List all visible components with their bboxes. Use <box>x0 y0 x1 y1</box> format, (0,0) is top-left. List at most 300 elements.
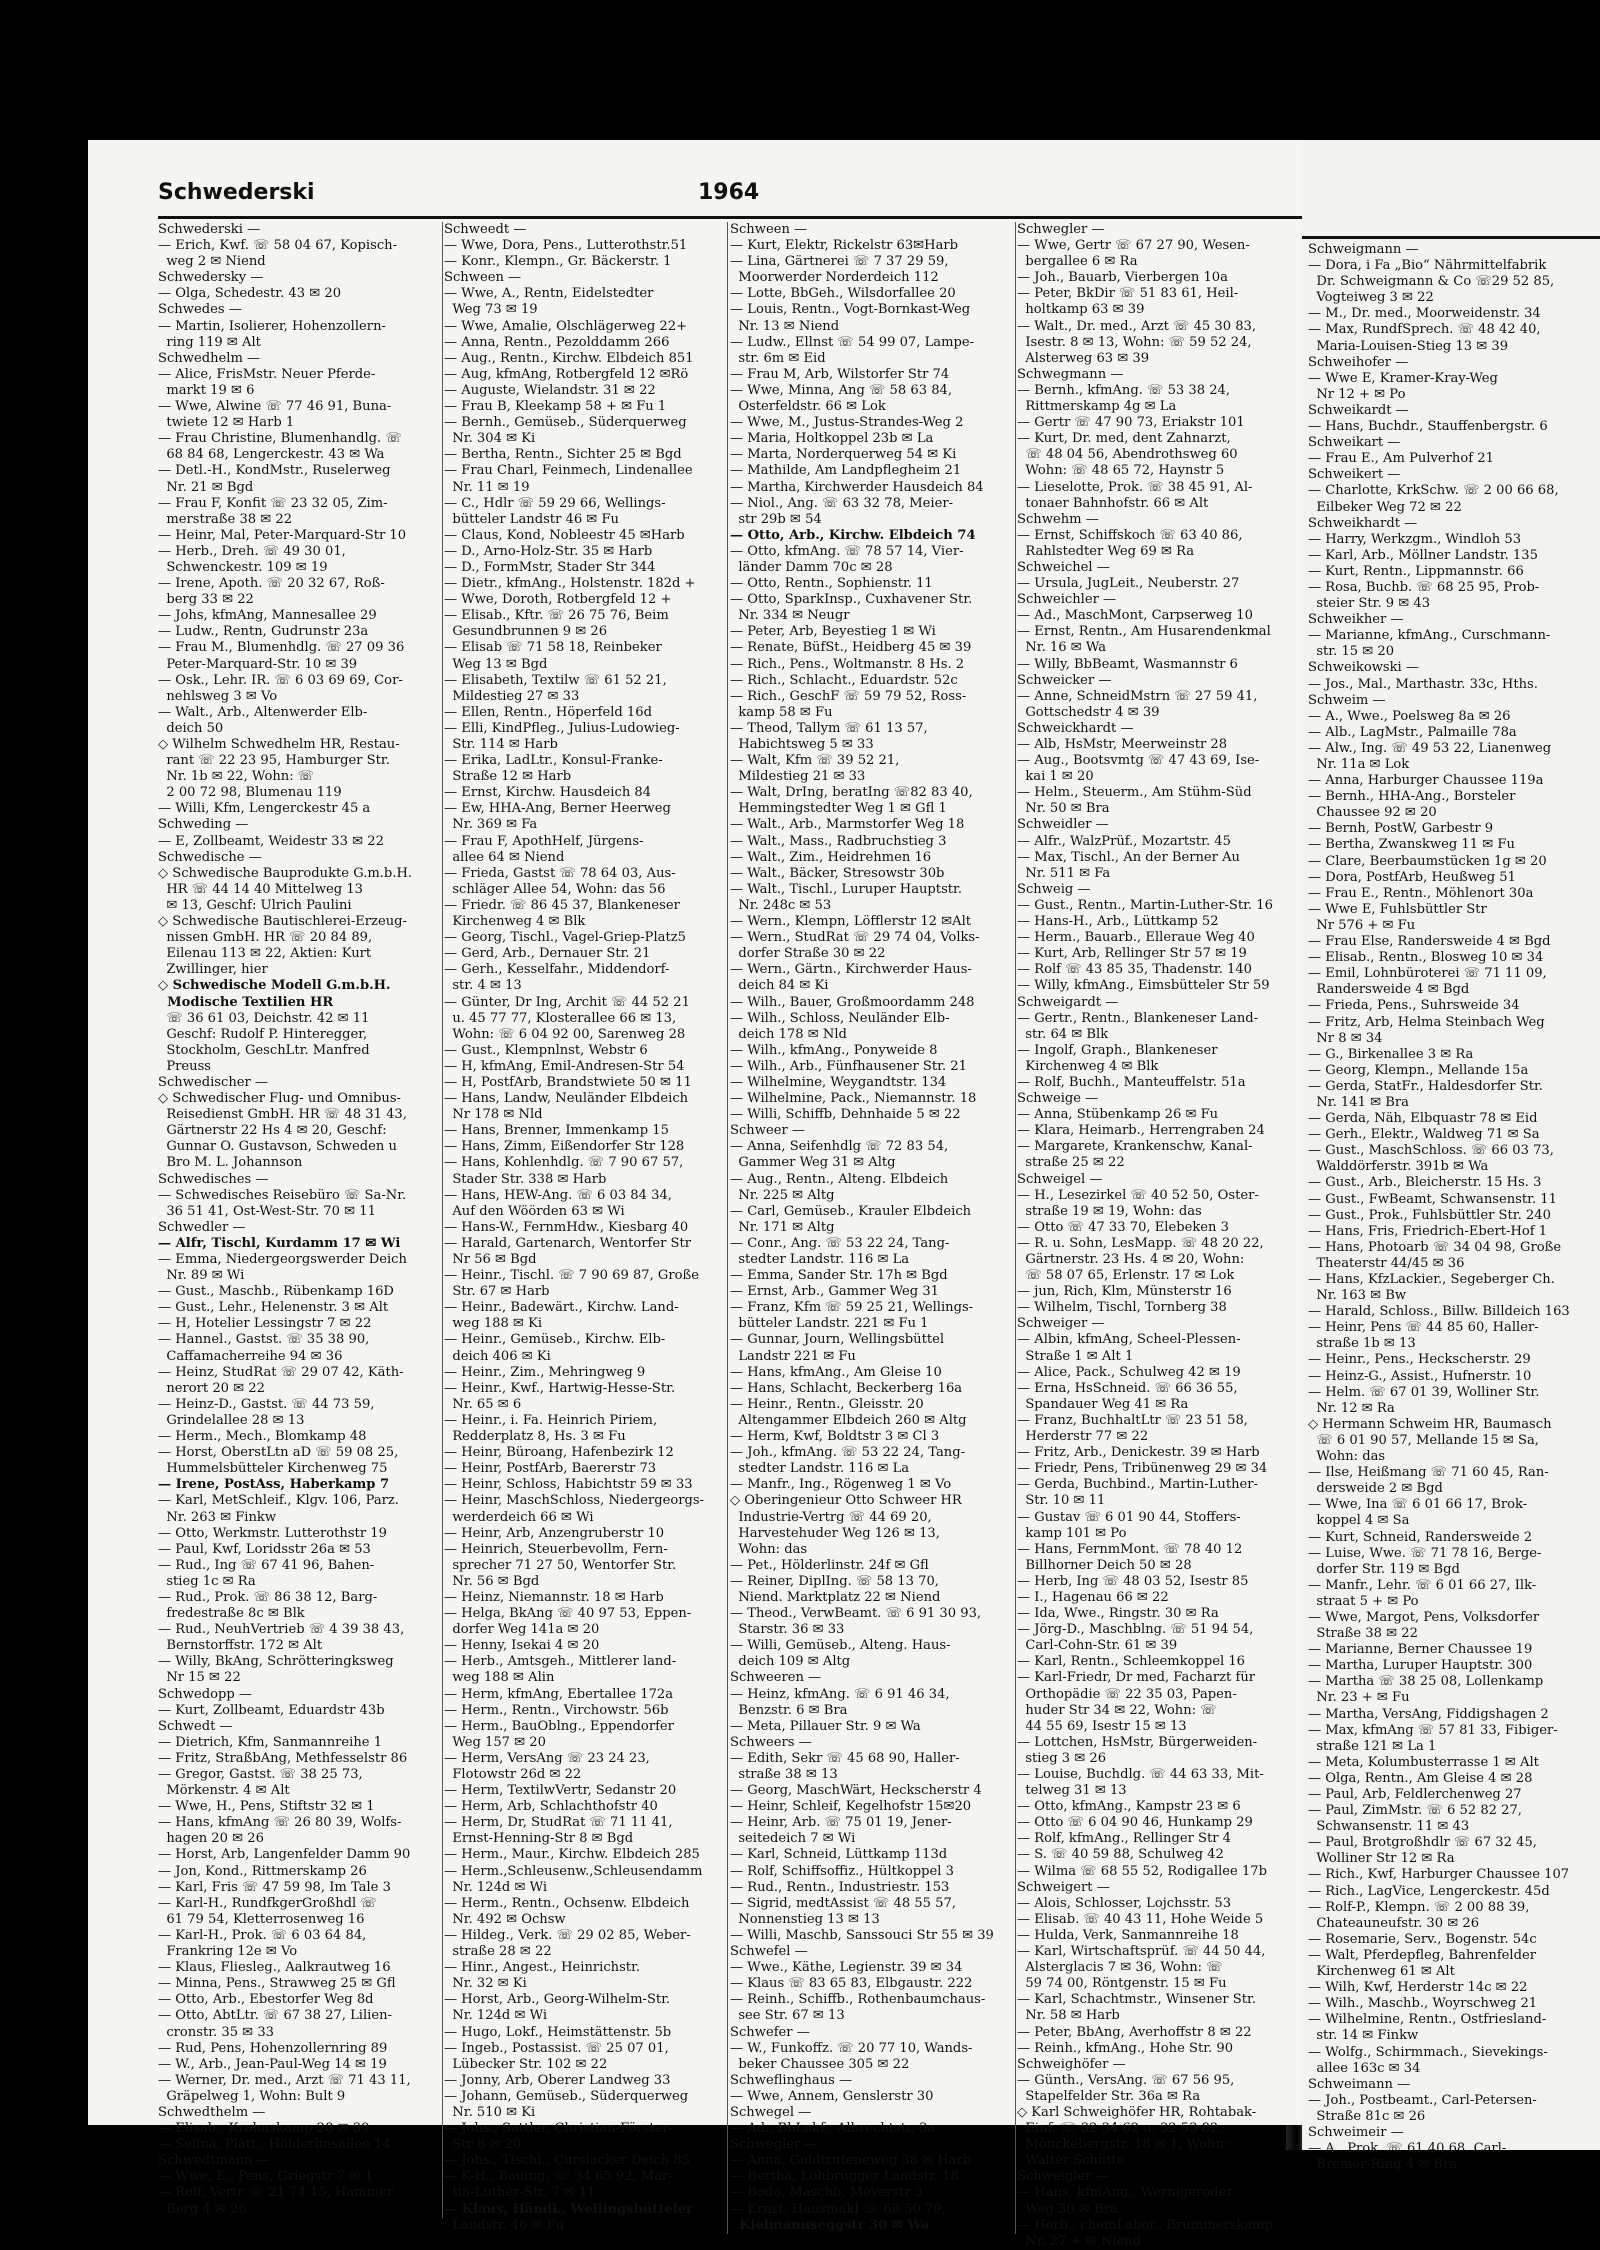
directory-entry-line: — Gust., Arb., Bleicherstr. 15 Hs. 3 <box>1308 1175 1542 1191</box>
directory-entry-line: — Heinr, Arb. ☏ 75 01 19, Jener- <box>730 1815 952 1831</box>
directory-entry-line: — Heinz-G., Assist., Hufnerstr. 10 <box>1308 1368 1532 1384</box>
directory-entry-line: merstraße 38 ✉ 22 <box>158 511 293 527</box>
directory-entry-line: ring 119 ✉ Alt <box>158 334 261 350</box>
directory-entry-line: — Dora, PostfArb, Heußweg 51 <box>1308 869 1516 885</box>
directory-entry-line: — Karl-H., RundfkgerGroßhdl ☏ <box>158 1895 377 1911</box>
directory-entry-line: — Wwe, Minna, Ang ☏ 58 63 84, <box>730 382 953 398</box>
directory-entry-line: — Walt., Mass., Radbruchstieg 3 <box>730 833 947 849</box>
surname-heading: Schweeren — <box>730 1670 822 1686</box>
directory-entry-line: Gunnar O. Gustavson, Schweden u <box>158 1139 397 1155</box>
directory-entry-line: — Willy, BkAng, Schrötteringksweg <box>158 1654 394 1670</box>
directory-entry-line: stieg 1c ✉ Ra <box>158 1573 256 1589</box>
directory-entry-line: Nr. 163 ✉ Bw <box>1308 1288 1407 1304</box>
directory-entry-line: Bro M. L. Johannson <box>158 1155 303 1171</box>
directory-entry-line: — Kurt, Zollbeamt, Eduardstr 43b <box>158 1702 385 1718</box>
surname-heading: Schwedthelm — <box>158 2104 266 2120</box>
directory-entry-line: — Gust., Maschb., Rübenkamp 16D <box>158 1284 394 1300</box>
directory-entry-line: Nr 56 ✉ Bgd <box>444 1252 537 1267</box>
directory-entry-line: stieg 3 ✉ 26 <box>1017 1750 1107 1766</box>
directory-entry-line: — I., Hagenau 66 ✉ 22 <box>1017 1589 1169 1605</box>
directory-entry-line: — Jörg-D., Maschblng. ☏ 51 94 54, <box>1017 1622 1254 1638</box>
directory-entry-line: — Olga, Schedestr. 43 ✉ 20 <box>158 286 342 302</box>
directory-entry-line: — Harald, Gartenarch, Wentorfer Str <box>444 1235 692 1251</box>
directory-entry-line: Landstr. 46 ✉ Fu <box>444 2217 565 2233</box>
directory-entry-line: — Aug., Rentn., Alteng. Elbdeich <box>730 1171 949 1187</box>
directory-entry-line: Nr. 492 ✉ Ochsw <box>444 1911 566 1927</box>
directory-entry-line: — Wern., Gärtn., Kirchwerder Haus- <box>730 962 972 978</box>
directory-entry-line: — Carl, Gemüseb., Krauler Elbdeich <box>730 1203 972 1219</box>
directory-entry-line: — Clare, Beerbaumstücken 1g ✉ 20 <box>1308 853 1547 869</box>
directory-entry-line: — Paul, Arb, Feldlerchenweg 27 <box>1308 1787 1522 1802</box>
directory-entry-line: — Ad., BbLokf., Albrechtstr. 3a <box>730 2121 936 2137</box>
directory-entry-line: Wohn: das <box>1308 1449 1386 1465</box>
directory-entry-line: Zwillinger, hier <box>158 962 268 978</box>
directory-entry-line: — Niol., Ang. ☏ 63 32 78, Meier- <box>730 495 953 511</box>
directory-entry-line: Starstr. 36 ✉ 33 <box>730 1622 845 1638</box>
directory-entry-line: — Wern., StudRat ☏ 29 74 04, Volks- <box>730 930 980 946</box>
directory-entry-line: — Otto, Arb., Kirchw. Elbdeich 74 <box>730 527 976 543</box>
directory-entry-line: ☏ 58 07 65, Erlenstr. 17 ✉ Lok <box>1017 1268 1235 1284</box>
directory-entry-line: twiete 12 ✉ Harb 1 <box>158 415 295 431</box>
directory-entry-line: — Hugo, Lokf., Heimstättenstr. 5b <box>444 2024 672 2040</box>
directory-entry-line: — Irene, PostAss, Haberkamp 7 <box>158 1477 390 1493</box>
directory-entry-line: Caffamacherreihe 94 ✉ 36 <box>158 1348 343 1364</box>
directory-entry-line: Nr. 23 + ✉ Fu <box>1308 1690 1410 1706</box>
directory-entry-line: — Klara, Heimarb., Herrengraben 24 <box>1017 1123 1265 1139</box>
directory-entry-line: Nr. 124d ✉ Wi <box>444 2008 548 2024</box>
directory-entry-line: — Frau F, ApothHelf, Jürgens- <box>444 833 644 849</box>
entries-column-1 <box>158 222 443 2218</box>
directory-entry-line: — Paul, Kwf, Loridsstr 26a ✉ 53 <box>158 1541 371 1557</box>
surname-heading: Schweig — <box>1017 881 1091 897</box>
header-rule <box>158 216 1303 219</box>
directory-entry-line: — Elisab., Rentn., Blosweg 10 ✉ 34 <box>1308 950 1544 966</box>
entries-column-5 <box>1308 242 1600 2173</box>
surname-heading: Schweihofer — <box>1308 354 1409 370</box>
directory-entry-line: — Wwe, H., Pens, Stiftstr 32 ✉ 1 <box>158 1799 375 1815</box>
directory-entry-line: Mörkenstr. 4 ✉ Alt <box>158 1783 290 1799</box>
directory-entry-line: — Herm, TextilwVertr, Sedanstr 20 <box>444 1783 677 1799</box>
directory-entry-line: Harvestehuder Weg 126 ✉ 13, <box>730 1525 940 1541</box>
directory-entry-line: — Aug., Bootsvmtg ☏ 47 43 69, Ise- <box>1017 753 1260 769</box>
directory-entry-line: — Dora, i Fa „Bio“ Nährmittelfabrik <box>1308 258 1547 274</box>
directory-entry-line: — Heinr, Schloss, Habichtstr 59 ✉ 33 <box>444 1477 693 1493</box>
directory-entry-line: — Jonny, Arb, Oberer Landweg 33 <box>444 2072 671 2088</box>
directory-entry-line: — Alice, Pack., Schulweg 42 ✉ 19 <box>1017 1364 1241 1380</box>
directory-entry-line: — Marianne, Berner Chaussee 19 <box>1308 1642 1533 1658</box>
directory-entry-line: seitedeich 7 ✉ Wi <box>730 1831 856 1847</box>
directory-entry-line: — Alice, FrisMstr. Neuer Pferde- <box>158 366 376 382</box>
directory-entry-line: — Conr., Ang. ☏ 53 22 24, Tang- <box>730 1235 950 1251</box>
directory-entry-line: — Selina, Plätt., Hölderlinsallee 14 <box>158 2137 391 2153</box>
directory-entry-line: Walter Schütte <box>1017 2153 1125 2169</box>
surname-heading: Schweigmann — <box>1308 242 1419 257</box>
directory-entry-line: — Hans, kfmAng., Am Gleise 10 <box>730 1364 942 1380</box>
directory-entry-line: — Mathilde, Am Landpflegheim 21 <box>730 463 962 479</box>
directory-entry-line: — Alois, Schlosser, Lojchsstr. 53 <box>1017 1895 1232 1911</box>
surname-heading: Schwegel — <box>730 2104 812 2120</box>
surname-heading: Schwedische — <box>158 849 262 865</box>
directory-entry-line: — Heinr, Schleif, Kegelhofstr 15✉20 <box>730 1799 972 1815</box>
directory-entry-line: — Karl, Fris ☏ 47 59 98, Im Tale 3 <box>158 1879 391 1895</box>
directory-entry-line: — Lieselotte, Prok. ☏ 38 45 91, Al- <box>1017 479 1253 495</box>
directory-entry-line: — Hildeg., Verk. ☏ 29 02 85, Weber- <box>444 1927 691 1943</box>
surname-heading: Schweikart — <box>1308 435 1401 451</box>
directory-entry-line: — D., FormMstr, Stader Str 344 <box>444 559 656 575</box>
surname-heading: Schweikert — <box>1308 467 1401 483</box>
directory-entry-line: — Wilh., Schloss, Neuländer Elb- <box>730 1010 950 1026</box>
directory-entry-line: Nr. 141 ✉ Bra <box>1308 1094 1409 1110</box>
directory-entry-line: — Maria, Holtkoppel 23b ✉ La <box>730 431 934 447</box>
directory-entry-line: — Luise, Wwe. ☏ 71 78 16, Berge- <box>1308 1545 1542 1561</box>
directory-entry-line: — Walt., Zim., Heidrehmen 16 <box>730 849 932 865</box>
directory-entry-line: — Wilh., Arb., Fünfhausener Str. 21 <box>730 1058 967 1074</box>
directory-entry-line: — Hans, Schlacht, Beckerberg 16a <box>730 1380 963 1396</box>
directory-entry-line: Nr. 304 ✉ Ki <box>444 431 536 447</box>
surname-heading: Schween — <box>444 270 522 286</box>
directory-entry-line: Nr. 32 ✉ Ki <box>444 1976 527 1992</box>
directory-entry-line: — Heinr, Pens ☏ 44 85 60, Haller- <box>1308 1320 1539 1336</box>
directory-entry-line: Nr. 21 ✉ Bgd <box>158 479 254 495</box>
directory-entry-line: — Marianne, kfmAng., Curschmann- <box>1308 628 1551 644</box>
directory-entry-line: — Herm, Arb, Schlachthofstr 40 <box>444 1799 658 1815</box>
directory-entry-line: — Frau Charl, Feinmech, Lindenallee <box>444 463 693 479</box>
directory-entry-line: Mönckebergstr. 18 ✉ 1, Wohn: <box>1017 2137 1229 2153</box>
directory-entry-line: Bremer-Ring 4 ✉ Bra <box>1308 2157 1458 2173</box>
directory-entry-line: — Otto, AbtLtr. ☏ 67 38 27, Lilien- <box>158 2008 392 2024</box>
directory-entry-line: — Emma, Sander Str. 17h ✉ Bgd <box>730 1268 948 1284</box>
directory-entry-line: Nr 8 ✉ 34 <box>1308 1030 1383 1046</box>
directory-entry-line: — Ad., MaschMont, Carpserweg 10 <box>1017 608 1253 624</box>
directory-entry-line: Mildestieg 21 ✉ 33 <box>730 769 866 785</box>
surname-heading: Schwedischer — <box>158 1074 269 1090</box>
directory-entry-line: — Erika, LadLtr., Konsul-Franke- <box>444 753 663 769</box>
directory-entry-line: — Ew, HHA-Ang, Berner Heerweg <box>444 801 671 817</box>
surname-heading: Schweickhardt — <box>1017 720 1134 736</box>
directory-entry-line: — Rolf, Vertr ☏ 21 74 15, Hammer <box>158 2185 394 2201</box>
directory-entry-line: Walddörferstr. 391b ✉ Wa <box>1308 1159 1489 1175</box>
directory-entry-line: Nr. 16 ✉ Wa <box>1017 640 1107 656</box>
directory-entry-line: Modische Textilien HR <box>158 994 334 1010</box>
directory-entry-line: — Edith, Sekr ☏ 45 68 90, Haller- <box>730 1750 960 1766</box>
directory-entry-line: — Hans, Photoarb ☏ 34 04 98, Große <box>1308 1239 1562 1255</box>
directory-entry-line: Rittmerskamp 4g ✉ La <box>1017 399 1177 415</box>
directory-entry-line: — Martha, VersAng, Fiddigshagen 2 <box>1308 1706 1549 1722</box>
directory-entry-line: ◇ Schwedischer Flug- und Omnibus- <box>158 1091 401 1107</box>
directory-entry-line: — Wwe., Käthe, Legienstr. 39 ✉ 34 <box>730 1960 963 1976</box>
directory-entry-line: Rahlstedter Weg 69 ✉ Ra <box>1017 543 1195 559</box>
directory-entry-line: — Hans, kfmAng., Wernigeroder <box>1017 2185 1233 2201</box>
entries-column-4 <box>1017 222 1300 2250</box>
directory-entry-line: — Rich., Kwf, Harburger Chaussee 107 <box>1308 1867 1570 1883</box>
directory-entry-line: — Wwe, E., Pens, Griegstr 7 ✉ 1 <box>158 2169 373 2185</box>
surname-heading: Schweigel — <box>1017 1171 1103 1187</box>
directory-entry-line: — Heinz-D., Gastst. ☏ 44 73 59, <box>158 1396 375 1412</box>
directory-entry-line: nissen GmbH. HR ☏ 20 84 89, <box>158 930 373 946</box>
directory-entry-line: — Wilh., kfmAng., Ponyweide 8 <box>730 1042 938 1058</box>
directory-entry-line: — Louis, Rentn., Vogt-Bornkast-Weg <box>730 302 971 318</box>
directory-entry-line: — Fritz, Arb., Denickestr. 39 ✉ Harb <box>1017 1445 1260 1461</box>
directory-entry-line: — Dietrich, Kfm, Sanmannreihe 1 <box>158 1734 383 1750</box>
directory-entry-line: ☏ 36 61 03, Deichstr. 42 ✉ 11 <box>158 1010 370 1026</box>
directory-entry-line: Weg 13 ✉ Bgd <box>444 656 548 672</box>
directory-entry-line: — Frau Christine, Blumenhandlg. ☏ <box>158 431 402 447</box>
surname-heading: Schwedler — <box>158 1219 246 1235</box>
directory-entry-line: — Sigrid, medtAssist ☏ 48 55 57, <box>730 1895 956 1911</box>
directory-entry-line: — Heinr, PostfArb, Baererstr 73 <box>444 1461 657 1477</box>
directory-entry-line: Nr. 11a ✉ Lok <box>1308 757 1410 772</box>
directory-entry-line: — A., Wwe., Poelsweg 8a ✉ 26 <box>1308 708 1511 724</box>
directory-entry-line: str. 64 ✉ Blk <box>1017 1026 1109 1042</box>
directory-entry-line: — Fritz, StraßbAng, Methfesselstr 86 <box>158 1750 408 1766</box>
directory-entry-line: — Peter, Arb, Beyestieg 1 ✉ Wi <box>730 624 936 640</box>
directory-entry-line: Lübecker Str. 102 ✉ 22 <box>444 2056 608 2072</box>
directory-entry-line: Gräpelweg 1, Wohn: Bult 9 <box>158 2088 346 2104</box>
directory-entry-line: Nonnenstieg 13 ✉ 13 <box>730 1911 880 1927</box>
directory-entry-line: — Anna, Harburger Chaussee 119a <box>1308 773 1544 789</box>
directory-entry-line: — Gregor, Gastst. ☏ 38 25 73, <box>158 1767 363 1782</box>
directory-entry-line: ☏ 6 01 90 57, Mellande 15 ✉ Sa, <box>1308 1432 1539 1448</box>
directory-entry-line: u. 45 77 77, Klosterallee 66 ✉ 13, <box>444 1010 677 1026</box>
directory-entry-line: — Bertha, Lohbrügger Landstr. 18 <box>730 2169 959 2185</box>
directory-entry-line: — Karl, Wirtschaftsprüf. ☏ 44 50 44, <box>1017 1944 1266 1960</box>
directory-entry-line: Weg 30 ✉ Bra <box>1017 2201 1118 2217</box>
directory-entry-line: Nr. 334 ✉ Neugr <box>730 608 850 624</box>
directory-entry-line: — Frieda, Gastst ☏ 78 64 03, Aus- <box>444 865 676 881</box>
directory-entry-line: 68 84 68, Lengerckestr. 43 ✉ Wa <box>158 447 385 463</box>
directory-entry-line: weg 188 ✉ Alin <box>444 1670 555 1686</box>
directory-entry-line: Gärtnerstr 22 Hs 4 ✉ 20, Geschf: <box>158 1123 387 1139</box>
directory-entry-line: Nr 178 ✉ Nld <box>444 1107 543 1123</box>
directory-entry-line: — Gustav ☏ 6 01 90 44, Stoffers- <box>1017 1509 1241 1525</box>
directory-entry-line: — Elisabeth, Textilw ☏ 61 52 21, <box>444 672 667 688</box>
directory-entry-line: — Heinr, Büroang, Hafenbezirk 12 <box>444 1445 674 1461</box>
surname-heading: Schweidler — <box>1017 817 1109 833</box>
directory-entry-line: Herderstr 77 ✉ 22 <box>1017 1429 1149 1445</box>
directory-entry-line: — Hans-H., Arb., Lüttkamp 52 <box>1017 914 1219 930</box>
directory-entry-line: — Osk., Lehr. IR. ☏ 6 03 69 69, Cor- <box>158 672 403 688</box>
directory-entry-line: — Ursula, JugLeit., Neuberstr. 27 <box>1017 576 1240 592</box>
directory-entry-line: — Wwe, A., Rentn, Eidelstedter <box>444 286 654 302</box>
directory-entry-line: — Lina, Gärtnerei ☏ 7 37 29 59, <box>730 254 949 270</box>
directory-entry-line: — Klaus, Fliesleg., Aalkrautweg 16 <box>158 1960 391 1976</box>
directory-entry-line: — Heinr., Zim., Mehringweg 9 <box>444 1364 646 1380</box>
directory-entry-line: — Horst, Arb, Langenfelder Damm 90 <box>158 1847 411 1863</box>
directory-entry-line: huder Str 34 ✉ 22, Wohn: ☏ <box>1017 1702 1217 1718</box>
directory-entry-line: deich 406 ✉ Ki <box>444 1348 551 1364</box>
surname-heading: Schwegler — <box>730 2137 818 2153</box>
directory-entry-line: str. 14 ✉ Finkw <box>1308 2028 1419 2044</box>
directory-entry-line: — Otto, Rentn., Sophienstr. 11 <box>730 576 933 592</box>
directory-entry-line: — G., Birkenallee 3 ✉ Ra <box>1308 1046 1474 1062</box>
directory-entry-line: — Hans, Kohlenhdlg. ☏ 7 90 67 57, <box>444 1155 684 1171</box>
directory-entry-line: — Herb., Amtsgeh., Mittlerer land- <box>444 1654 677 1670</box>
directory-entry-line: allee 64 ✉ Niend <box>444 849 565 865</box>
directory-entry-line: — Reiner, DiplIng. ☏ 58 13 70, <box>730 1573 939 1589</box>
directory-entry-line: ◇ Hermann Schweim HR, Baumasch <box>1308 1416 1552 1432</box>
directory-entry-line: Eilenau 113 ✉ 22, Aktien: Kurt <box>158 946 372 962</box>
directory-entry-line: Schwenckestr. 109 ✉ 19 <box>158 559 328 575</box>
directory-entry-line: ☏ 48 04 56, Abendrothsweg 60 <box>1017 447 1238 463</box>
directory-entry-line: — Walt., Tischl., Luruper Hauptstr. <box>730 881 963 897</box>
directory-entry-line: — Kurt, Arb, Rellinger Str 57 ✉ 19 <box>1017 946 1247 962</box>
directory-entry-line: Nr. 248c ✉ 53 <box>730 897 832 913</box>
directory-entry-line: — Otto, Arb., Ebestorfer Weg 8d <box>158 1992 374 2008</box>
directory-entry-line: Str. 67 ✉ Harb <box>444 1284 550 1300</box>
directory-entry-line: — Fritz, Arb, Helma Steinbach Weg <box>1308 1014 1545 1030</box>
directory-entry-line: — Ludw., Rentn, Gudrunstr 23a <box>158 624 369 640</box>
surname-heading: Schweichler — <box>1017 592 1117 608</box>
directory-entry-line: — Ida, Wwe., Ringstr. 30 ✉ Ra <box>1017 1606 1219 1622</box>
directory-entry-line: — Bernh., kfmAng. ☏ 53 38 24, <box>1017 382 1231 398</box>
directory-entry-line: — Walt., Arb., Altenwerder Elb- <box>158 704 368 720</box>
directory-entry-line: 2 00 72 98, Blumenau 119 <box>158 785 342 801</box>
directory-entry-line: Nr. 58 ✉ Harb <box>1017 2008 1120 2024</box>
surname-heading: Schweigardt — <box>1017 994 1119 1010</box>
directory-entry-line: — Theod, Tallym ☏ 61 13 57, <box>730 720 928 736</box>
directory-entry-line: — D., Arno-Holz-Str. 35 ✉ Harb <box>444 543 653 559</box>
directory-entry-line: see Str. 67 ✉ 13 <box>730 2008 845 2024</box>
directory-entry-line: straße 1b ✉ 13 <box>1308 1336 1416 1352</box>
directory-entry-line: — Wwe, Doroth, Rotbergfeld 12 + <box>444 592 672 608</box>
surname-heading: Schwedt — <box>158 1718 233 1734</box>
surname-heading: Schweer — <box>730 1123 805 1139</box>
directory-entry-line: Str. 114 ✉ Harb <box>444 737 558 752</box>
directory-entry-line: Frankring 12e ✉ Vo <box>158 1944 298 1960</box>
directory-entry-line: Nr. 50 ✉ Bra <box>1017 801 1110 817</box>
directory-entry-line: — Ernst, Schiffskoch ☏ 63 40 86, <box>1017 527 1243 543</box>
directory-entry-line: — Herm, VersAng ☏ 23 24 23, <box>444 1750 650 1766</box>
directory-entry-line: Billhorner Deich 50 ✉ 28 <box>1017 1557 1192 1573</box>
directory-entry-line: — Herb., chemLabor., Brummerskamp <box>1017 2217 1273 2233</box>
directory-entry-line: — Ernst, Rentn., Am Husarendenkmal <box>1017 624 1271 640</box>
directory-entry-line: — Frau Else, Randersweide 4 ✉ Bgd <box>1308 934 1551 950</box>
directory-entry-line: — Rolf, kfmAng., Rellinger Str 4 <box>1017 1831 1231 1847</box>
directory-entry-line: — Rud., Ing ☏ 67 41 96, Bahen- <box>158 1557 375 1573</box>
surname-heading: Schweichel — <box>1017 559 1110 575</box>
directory-entry-line: — Rolf, Buchh., Manteuffelstr. 51a <box>1017 1074 1246 1090</box>
directory-entry-line: Kirchenweg 4 ✉ Blk <box>1017 1058 1159 1074</box>
directory-entry-line: — Renate, BüfSt., Heidberg 45 ✉ 39 <box>730 640 972 656</box>
directory-entry-line: — Herm., Rentn., Virchowstr. 56b <box>444 1702 669 1718</box>
directory-entry-line: — Rud, Pens, Hohenzollernring 89 <box>158 2040 388 2056</box>
directory-entry-line: — Willi, Gemüseb., Alteng. Haus- <box>730 1638 951 1654</box>
directory-entry-line: — Max, Tischl., An der Berner Au <box>1017 849 1240 865</box>
directory-entry-line: — Ernst, Kirchw. Hausdeich 84 <box>444 785 652 801</box>
surname-heading: Schwehm — <box>1017 511 1099 527</box>
directory-entry-line: Stader Str. 338 ✉ Harb <box>444 1171 607 1187</box>
directory-entry-line: steier Str. 9 ✉ 43 <box>1308 596 1431 612</box>
directory-entry-line: weg 2 ✉ Niend <box>158 254 266 270</box>
directory-entry-line: — Aug, kfmAng, Rotbergfeld 12 ✉Rö <box>444 366 689 382</box>
directory-entry-line: Nr 12 + ✉ Po <box>1308 386 1406 402</box>
directory-entry-line: — Rosemarie, Serv., Bogenstr. 54c <box>1308 1931 1537 1947</box>
directory-entry-line: — Gunnar, Journ, Wellingsbüttel <box>730 1332 945 1348</box>
directory-entry-line: — W., Arb., Jean-Paul-Weg 14 ✉ 19 <box>158 2056 387 2072</box>
directory-entry-line: Straße 81c ✉ 26 <box>1308 2108 1426 2124</box>
directory-entry-line: holtkamp 63 ✉ 39 <box>1017 302 1145 318</box>
directory-entry-line: Reisedienst GmbH. HR ☏ 48 31 43, <box>158 1107 407 1123</box>
directory-entry-line: — Herm., Bauarb., Elleraue Weg 40 <box>1017 930 1255 946</box>
running-head-name: Schwederski <box>158 180 315 205</box>
directory-entry-line: Chaussee 92 ✉ 20 <box>1308 805 1437 821</box>
directory-entry-line: — Wolfg., Schirmmach., Sievekings- <box>1308 2044 1548 2060</box>
surname-heading: Schweimann — <box>1308 2076 1411 2092</box>
directory-entry-line: — Wwe, Dora, Pens., Lutterothstr.51 <box>444 238 688 254</box>
directory-entry-line: — Gust., MaschSchloss. ☏ 66 03 73, <box>1308 1143 1554 1159</box>
directory-entry-line: ◇ Wilhelm Schwedhelm HR, Restau- <box>158 737 400 752</box>
directory-entry-line: — Harald, Schloss., Billw. Billdeich 163 <box>1308 1304 1570 1320</box>
directory-entry-line: — Hans, Fris, Friedrich-Ebert-Hof 1 <box>1308 1223 1548 1239</box>
directory-entry-line: Gärtnerstr. 23 Hs. 4 ✉ 20, Wohn: <box>1017 1252 1245 1267</box>
directory-entry-line: ◇ Oberingenieur Otto Schweer HR <box>730 1493 962 1509</box>
directory-entry-line: Nr. 13 ✉ Niend <box>730 318 840 334</box>
directory-entry-line: — Gust., FwBeamt, Schwansenstr. 11 <box>1308 1191 1557 1207</box>
directory-entry-line: Nr. 171 ✉ Altg <box>730 1219 835 1235</box>
directory-entry-line: — Elisab., Krohnskamp 28 ✉ 39 <box>158 2121 370 2137</box>
directory-entry-line: Habichtsweg 5 ✉ 33 <box>730 737 874 752</box>
directory-entry-line: — Hans, Buchdr., Stauffenbergstr. 6 <box>1308 419 1548 435</box>
directory-entry-line: stedter Landstr. 116 ✉ La <box>730 1252 910 1267</box>
directory-entry-line: — jun, Rich, Klm, Münsterstr 16 <box>1017 1284 1232 1300</box>
directory-entry-line: — Gerda, Buchbind., Martin-Luther- <box>1017 1477 1258 1493</box>
directory-entry-line: str. 4 ✉ 13 <box>444 978 522 994</box>
directory-entry-line: — Reinh., kfmAng., Hohe Str. 90 <box>1017 2040 1234 2056</box>
directory-entry-line: — Wilhelmine, Pack., Niemannstr. 18 <box>730 1091 977 1107</box>
directory-entry-line: — Otto, SparkInsp., Cuxhavener Str. <box>730 592 973 608</box>
directory-entry-line: — Harry, Werkzgm., Windloh 53 <box>1308 531 1522 547</box>
directory-entry-line: fredestraße 8c ✉ Blk <box>158 1606 305 1622</box>
directory-entry-line: straße 28 ✉ 22 <box>444 1944 552 1960</box>
directory-entry-line: — Johs, kfmAng, Mannesallee 29 <box>158 608 377 624</box>
directory-entry-line: — Rosa, Buchb. ☏ 68 25 95, Prob- <box>1308 579 1540 595</box>
directory-entry-line: Osterfeldstr. 66 ✉ Lok <box>730 399 886 415</box>
directory-entry-line: Altengammer Elbdeich 260 ✉ Altg <box>730 1412 967 1428</box>
directory-entry-line: — Gust., Lehr., Helenenstr. 3 ✉ Alt <box>158 1300 389 1316</box>
directory-entry-line: Gesundbrunnen 9 ✉ 26 <box>444 624 608 640</box>
directory-entry-line: — Herm., Rentn., Ochsenw. Elbdeich <box>444 1895 690 1911</box>
directory-entry-line: — Max, RundfSprech. ☏ 48 42 40, <box>1308 322 1541 338</box>
directory-entry-line: — Walt., Bäcker, Stresowstr 30b <box>730 865 945 881</box>
directory-entry-line: — Frau E., Am Pulverhof 21 <box>1308 451 1494 467</box>
directory-entry-line: — Helm., Steuerm., Am Stühm-Süd <box>1017 785 1252 801</box>
directory-entry-line: Theaterstr 44/45 ✉ 36 <box>1308 1255 1465 1271</box>
directory-entry-line: — Minna, Pens., Strawweg 25 ✉ Gfl <box>158 1976 396 1992</box>
directory-entry-line: — Otto, Werkmstr. Lutterothstr 19 <box>158 1525 387 1541</box>
directory-entry-line: Nr. 225 ✉ Altg <box>730 1187 835 1203</box>
directory-entry-line: Redderplatz 8, Hs. 3 ✉ Fu <box>444 1429 626 1445</box>
directory-entry-line: — Hans-W., FernmHdw., Kiesbarg 40 <box>444 1219 689 1235</box>
directory-entry-line: Carl-Cohn-Str. 61 ✉ 39 <box>1017 1638 1178 1654</box>
directory-entry-line: bütteler Landstr 46 ✉ Fu <box>444 511 619 527</box>
directory-entry-line: — Willi, Maschb, Sanssouci Str 55 ✉ 39 <box>730 1927 994 1943</box>
surname-heading: Schweikowski — <box>1308 660 1420 676</box>
directory-entry-line: — Rich., LagVice, Lengerckestr. 45d <box>1308 1883 1550 1899</box>
directory-entry-line: — Karl-Friedr, Dr med, Facharzt für <box>1017 1670 1256 1686</box>
directory-entry-line: — Anna, Rentn., Pezolddamm 266 <box>444 334 670 350</box>
directory-entry-line: — Georg, Klempn., Mellande 15a <box>1308 1062 1529 1078</box>
directory-entry-line: markt 19 ✉ 6 <box>158 382 255 398</box>
directory-entry-line: — Ellen, Rentn., Höperfeld 16d <box>444 704 652 720</box>
directory-entry-line: — Joh., Postbeamt., Carl-Petersen- <box>1308 2092 1537 2108</box>
directory-entry-line: — Ludw., Ellnst ☏ 54 99 07, Lampe- <box>730 334 975 350</box>
directory-entry-line: — Kurt, Elektr, Rickelstr 63✉Harb <box>730 238 959 254</box>
directory-entry-line: — Dietr., kfmAng., Holstenstr. 182d + <box>444 576 696 592</box>
directory-entry-line: straße 38 ✉ 13 <box>730 1767 838 1782</box>
directory-entry-line: Mildestieg 27 ✉ 33 <box>444 688 580 704</box>
directory-entry-line: Berg 4 ✉ 26 <box>158 2201 247 2217</box>
directory-entry-line: — Peter, BbAng, Averhoffstr 8 ✉ 22 <box>1017 2024 1252 2040</box>
